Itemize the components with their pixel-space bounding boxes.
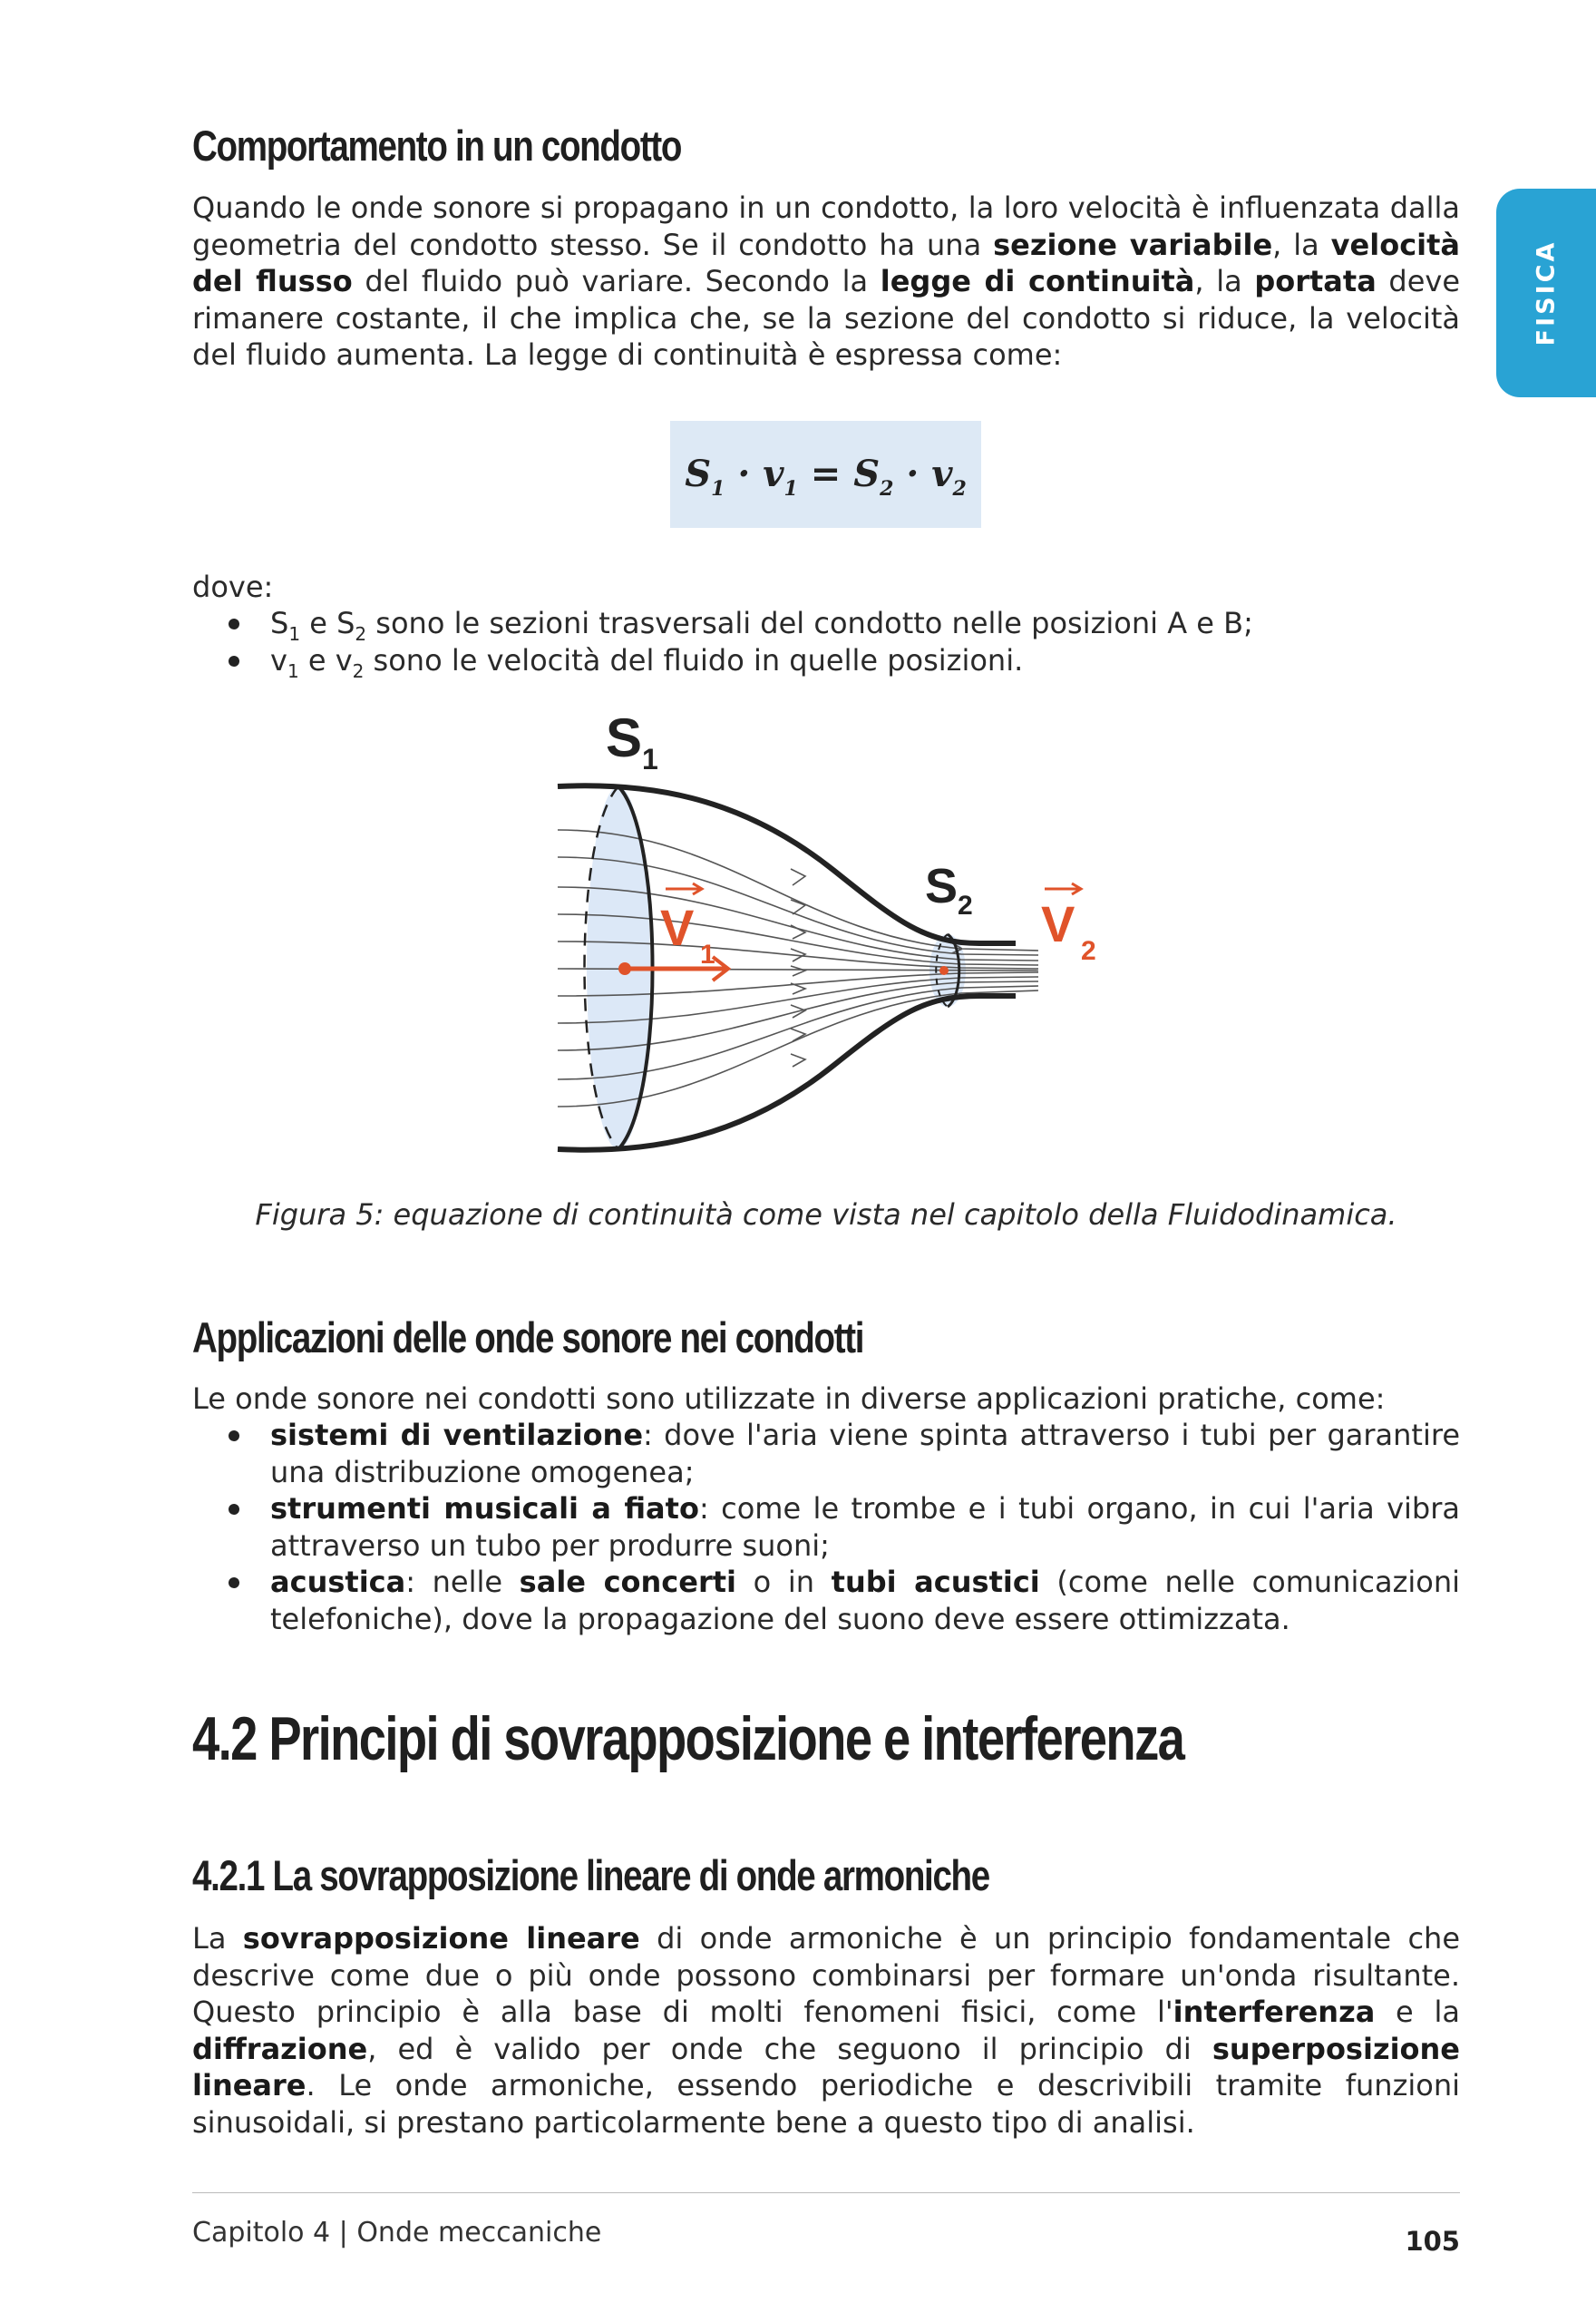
vector-v2-origin (939, 966, 949, 975)
applicazioni-item: strumenti musicali a fiato: come le trombe e i tubi organo, in cui l'aria vibra attraverso un tubo per produrre suoni; (192, 1490, 1460, 1564)
continuity-figure (544, 707, 1124, 1161)
applicazioni-list (192, 1417, 1460, 1637)
page-number: 105 (1405, 2226, 1460, 2257)
label-s2: S (925, 859, 959, 913)
footer-chapter: Capitolo 4 | Onde meccaniche (192, 2217, 602, 2249)
dove-label: dove: (192, 570, 274, 604)
symbol-list (192, 605, 1460, 682)
applicazioni-item: acustica: nelle sale concerti o in tubi acustici (come nelle comunicazioni telefoniche), dove la propagazione del suono deve essere ottimizzata. (192, 1564, 1460, 1637)
section-title: 4.2 Principi di sovrapposizione e interferenza (192, 1704, 1184, 1773)
para-continuita: Quando le onde sonore si propagano in un condotto, la loro velocità è influenzata dalla geometria del condotto stesso. Se il condotto ha una sezione variabile, la velocità del flusso del fluido può variare. Secondo la legge di continuità, la portata deve rimanere costante, il che implica che, se la sezione del condotto si riduce, la velocità del fluido aumenta. La legge di continuità è espressa come: (192, 190, 1461, 372)
label-v1-arrow (666, 883, 702, 894)
figure-caption: Figura 5: equazione di continuità come vista nel capitolo della Fluidodinamica. (255, 1197, 1397, 1232)
para-sovrapposizione: La sovrapposizione lineare di onde armoniche è un principio fondamentale che descrive come due o più onde possono combinarsi per formare un'onda risultante. Questo principio è alla base di molti fenomeni fisici, come l'interferenza e la diffrazione, ed è valido per onde che seguono il principio di superposizione lineare. Le onde armoniche, essendo periodiche e descrivibili tramite funzioni sinusoidali, si prestano particolarmente bene a questo tipo di analisi. (192, 1921, 1461, 2140)
label-v2: V (1041, 895, 1075, 952)
applicazioni-item: sistemi di ventilazione: dove l'aria viene spinta attraverso i tubi per garantire una distribuzione omogenea; (192, 1417, 1460, 1490)
applicazioni-intro: Le onde sonore nei condotti sono utilizzate in diverse applicazioni pratiche, come: (192, 1381, 1386, 1416)
label-v2-arrow (1045, 883, 1081, 894)
label-v1-sub: 1 (700, 940, 715, 970)
side-tab-label: FISICA (1532, 239, 1561, 346)
heading-sovrapposizione: 4.2.1 La sovrapposizione lineare di onde armoniche (192, 1851, 989, 1899)
symbol-item-s: $S_1$ e $S_2$ sono le sezioni trasversali del condotto nelle posizioni A e B; (192, 605, 1460, 642)
label-s2-sub: 2 (958, 891, 973, 921)
side-tab (1496, 189, 1596, 397)
label-s1-sub: 1 (642, 743, 658, 776)
label-s1: S (606, 707, 643, 768)
heading-applicazioni: Applicazioni delle onde sonore nei condotti (192, 1313, 864, 1361)
continuity-equation (670, 421, 981, 528)
label-v1: V (660, 899, 695, 956)
label-v2-sub: 2 (1081, 936, 1096, 966)
equation-text: $S_1 \cdot v_1 = S_2 \cdot v_2$ (685, 453, 967, 501)
footer-divider (192, 2192, 1460, 2193)
heading-comportamento: Comportamento in un condotto (192, 122, 682, 170)
symbol-item-v: $v_1$ e $v_2$ sono le velocità del fluido in quelle posizioni. (192, 642, 1460, 679)
